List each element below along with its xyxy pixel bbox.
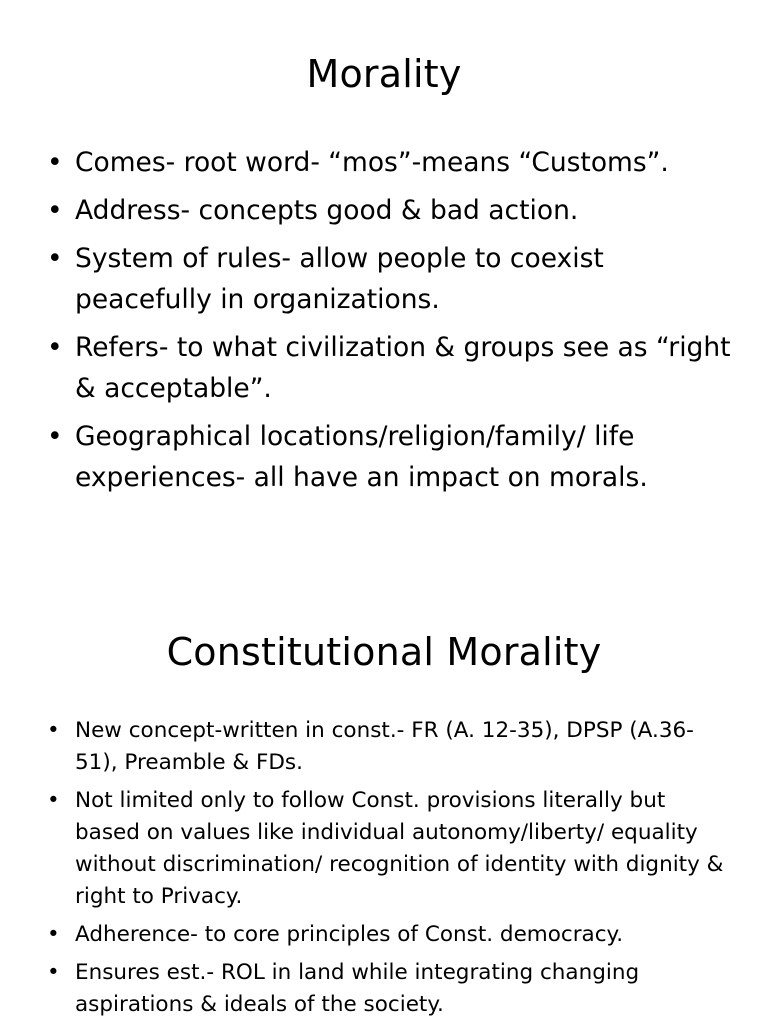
slide-title: Constitutional Morality bbox=[166, 630, 602, 674]
bullet-list bbox=[47, 142, 735, 505]
bullet-text: Adherence- to core principles of Const. democracy. bbox=[75, 922, 624, 947]
bullet-list bbox=[47, 715, 735, 1027]
bullet-text: Refers- to what civilization & groups see as “right & acceptable”. bbox=[75, 332, 731, 404]
bullet-text: Geographical locations/religion/family/ life experiences- all have an impact on morals. bbox=[75, 421, 648, 493]
bullet-item bbox=[47, 416, 735, 498]
bullet-text: Ensures est.- ROL in land while integrating changing aspirations & ideals of the society. bbox=[75, 960, 640, 1017]
bullet-text: Address- concepts good & bad action. bbox=[75, 195, 579, 226]
bullet-item bbox=[47, 142, 735, 183]
bullet-item bbox=[47, 715, 735, 779]
bullet-item bbox=[47, 957, 735, 1021]
bullet-item bbox=[47, 785, 735, 913]
bullet-icon: • bbox=[47, 718, 60, 743]
bullet-item bbox=[47, 327, 735, 409]
slide-constitutional-morality bbox=[0, 580, 768, 1024]
slide-title: Morality bbox=[306, 52, 462, 96]
bullet-icon: • bbox=[47, 922, 60, 947]
bullet-icon: • bbox=[47, 195, 63, 226]
bullet-icon: • bbox=[47, 332, 63, 363]
bullet-text: Not limited only to follow Const. provisions literally but based on values like individual autonomy/liberty/ equality without discrimination/ recognition of identity with dignity & right to Privacy. bbox=[75, 788, 724, 909]
bullet-item bbox=[47, 238, 735, 320]
bullet-icon: • bbox=[47, 243, 63, 274]
bullet-item bbox=[47, 190, 735, 231]
bullet-icon: • bbox=[47, 788, 60, 813]
bullet-item bbox=[47, 919, 735, 951]
bullet-icon: • bbox=[47, 960, 60, 985]
bullet-text: Comes- root word- “mos”-means “Customs”. bbox=[75, 147, 669, 178]
bullet-icon: • bbox=[47, 421, 63, 452]
bullet-icon: • bbox=[47, 147, 63, 178]
bullet-text: System of rules- allow people to coexist peacefully in organizations. bbox=[75, 243, 604, 315]
bullet-text: New concept-written in const.- FR (A. 12-35), DPSP (A.36-51), Preamble & FDs. bbox=[75, 718, 694, 775]
slide-morality bbox=[0, 0, 768, 512]
